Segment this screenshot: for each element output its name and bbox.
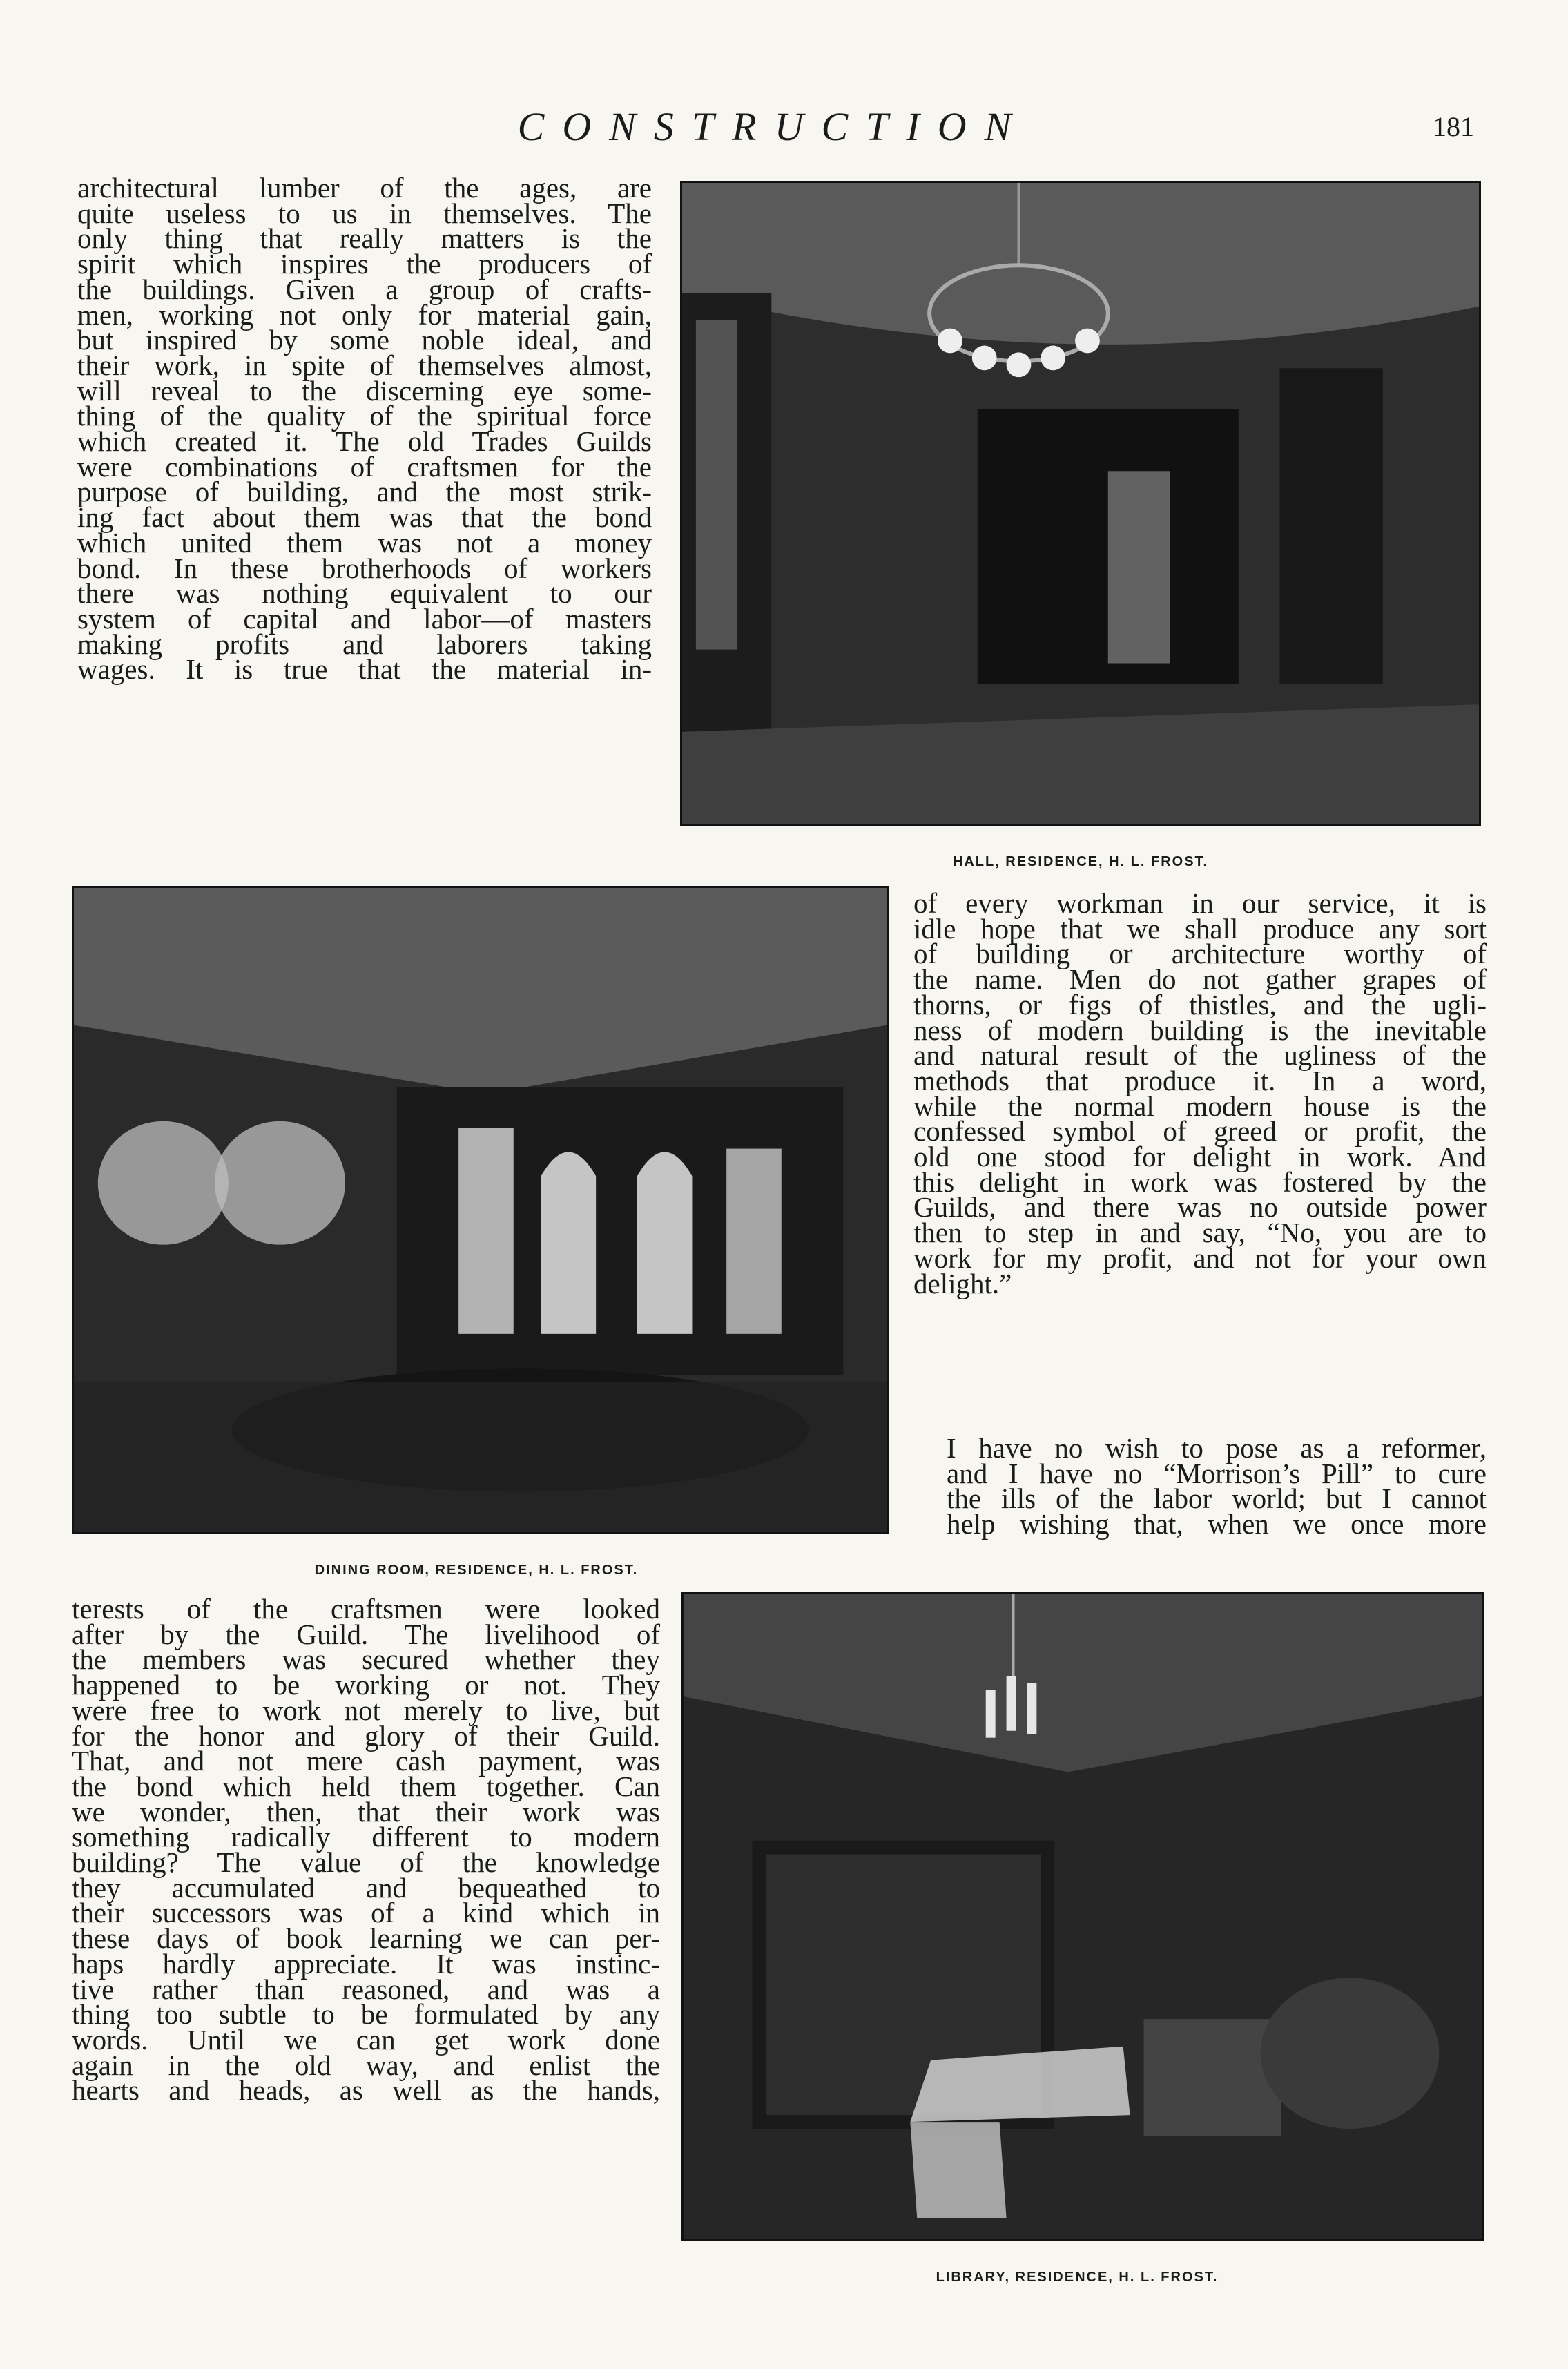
- text-line: building? The value of the knowledge: [72, 1846, 660, 1879]
- text-line: their successors was of a kind which in: [72, 1897, 660, 1929]
- text-line: thing of the quality of the spiritual force: [77, 400, 652, 432]
- text-line: again in the old way, and enlist the: [72, 2049, 660, 2081]
- running-header: CONSTRUCTION: [517, 104, 1029, 149]
- text-line: which created it. The old Trades Guilds: [77, 425, 652, 458]
- text-line: which united them was not a money: [77, 526, 652, 559]
- text-line: That, and not mere cash payment, was: [72, 1745, 660, 1777]
- text-line: haps hardly appreciate. It was instinc-: [72, 1947, 660, 1980]
- library-illustration: [684, 1594, 1482, 2239]
- text-line: idle hope that we shall produce any sort: [913, 912, 1487, 945]
- text-line: I have no wish to pose as a reformer,: [947, 1432, 1487, 1464]
- text-line: men, working not only for material gain,: [77, 298, 652, 331]
- hall-illustration: [682, 183, 1479, 824]
- text-line: thorns, or figs of thistles, and the ugli-: [913, 988, 1487, 1021]
- text-line: spirit which inspires the producers of: [77, 248, 652, 280]
- text-line: their work, in spite of themselves almost,: [77, 349, 652, 381]
- text-line: confessed symbol of greed or profit, the: [913, 1115, 1487, 1148]
- text-line: tive rather than reasoned, and was a: [72, 1973, 660, 2005]
- text-line: something radically different to modern: [72, 1821, 660, 1853]
- text-column-left-top: [77, 172, 652, 686]
- text-line: the members was secured whether they: [72, 1643, 660, 1676]
- text-line: were free to work not merely to live, but: [72, 1694, 660, 1726]
- text-line: methods that produce it. In a word,: [913, 1064, 1487, 1096]
- text-line: old one stood for delight in work. And: [913, 1141, 1487, 1173]
- text-line: the buildings. Given a group of crafts-: [77, 273, 652, 305]
- text-line: words. Until we can get work done: [72, 2023, 660, 2056]
- text-column-right-para1: [913, 887, 1487, 1299]
- text-line: happened to be working or not. They: [72, 1669, 660, 1701]
- text-line: were combinations of craftsmen for the: [77, 450, 652, 483]
- text-line: then to step in and say, “No, you are to: [913, 1217, 1487, 1249]
- text-line: of building or architecture worthy of: [913, 938, 1487, 970]
- library-caption: LIBRARY, RESIDENCE, H. L. FROST.: [936, 2270, 1219, 2285]
- text-line: system of capital and labor—of masters: [77, 602, 652, 635]
- text-line: and I have no “Morrison’s Pill” to cure: [947, 1457, 1487, 1489]
- text-line: purpose of building, and the most strik-: [77, 476, 652, 508]
- text-line: will reveal to the discerning eye some-: [77, 374, 652, 407]
- text-line: while the normal modern house is the: [913, 1090, 1487, 1122]
- text-line: the ills of the labor world; but I cannot: [947, 1482, 1487, 1515]
- text-line: only thing that really matters is the: [77, 222, 652, 255]
- text-line: this delight in work was fostered by the: [913, 1166, 1487, 1198]
- text-line: ing fact about them was that the bond: [77, 501, 652, 534]
- text-line: they accumulated and bequeathed to: [72, 1871, 660, 1904]
- text-line: after by the Guild. The livelihood of: [72, 1618, 660, 1650]
- text-line: of every workman in our service, it is: [913, 887, 1487, 919]
- text-line: the name. Men do not gather grapes of: [913, 963, 1487, 996]
- text-line: help wishing that, when we once more: [947, 1508, 1487, 1540]
- text-line: bond. In these brotherhoods of workers: [77, 552, 652, 584]
- text-column-left-bottom: [72, 1593, 660, 2107]
- text-line: for the honor and glory of their Guild.: [72, 1719, 660, 1752]
- dining-room-photo: [72, 886, 889, 1534]
- text-line: the bond which held them together. Can: [72, 1770, 660, 1802]
- text-line: quite useless to us in themselves. The: [77, 197, 652, 229]
- text-line: terests of the craftsmen were looked: [72, 1593, 660, 1625]
- text-line: wages. It is true that the material in-: [77, 653, 652, 686]
- text-line: there was nothing equivalent to our: [77, 577, 652, 610]
- text-line: delight.”: [913, 1267, 1012, 1299]
- text-column-right-para2: [913, 1432, 1487, 1540]
- dining-room-illustration: [74, 888, 887, 1532]
- text-line: these days of book learning we can per-: [72, 1922, 660, 1955]
- hall-caption: HALL, RESIDENCE, H. L. FROST.: [952, 854, 1209, 869]
- text-line: thing too subtle to be formulated by any: [72, 1998, 660, 2031]
- text-line: work for my profit, and not for your own: [913, 1241, 1487, 1274]
- hall-photo: [680, 181, 1481, 826]
- text-line: architectural lumber of the ages, are: [77, 172, 652, 204]
- page-number: 181: [1433, 111, 1474, 142]
- text-line: making profits and laborers taking: [77, 628, 652, 660]
- library-photo: [681, 1592, 1484, 2241]
- text-line: and natural result of the ugliness of the: [913, 1039, 1487, 1072]
- text-line: ness of modern building is the inevitable: [913, 1014, 1487, 1046]
- text-line: Guilds, and there was no outside power: [913, 1191, 1487, 1224]
- dining-room-caption: DINING ROOM, RESIDENCE, H. L. FROST.: [314, 1563, 639, 1578]
- text-line: we wonder, then, that their work was: [72, 1795, 660, 1828]
- text-line: hearts and heads, as well as the hands,: [72, 2074, 660, 2107]
- text-line: but inspired by some noble ideal, and: [77, 324, 652, 356]
